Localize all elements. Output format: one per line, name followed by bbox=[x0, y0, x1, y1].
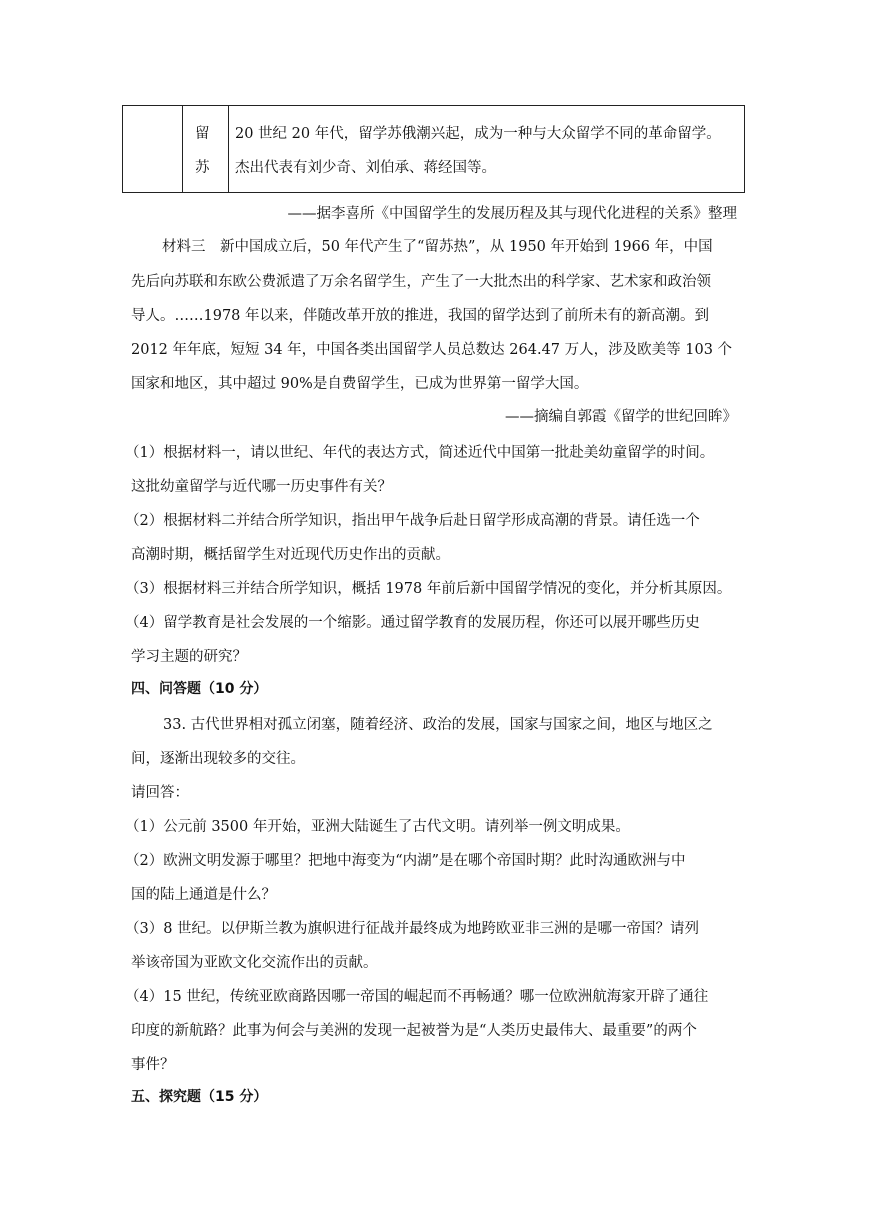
section-heading: 五、探究题（15 分） bbox=[131, 1089, 268, 1105]
question-line: 33. 古代世界相对孤立闭塞，随着经济、政治的发展，国家与国家之间，地区与地区之 bbox=[163, 717, 713, 733]
question-line: （4）留学教育是社会发展的一个缩影。通过留学教育的发展历程，你还可以展开哪些历史 bbox=[125, 615, 700, 631]
table-label-char: 留 bbox=[195, 126, 210, 142]
material-paragraph-line: 先后向苏联和东欧公费派遣了万余名留学生，产生了一大批杰出的科学家、艺术家和政治领 bbox=[131, 274, 711, 290]
material-paragraph-line: 国家和地区，其中超过 90%是自费留学生，已成为世界第一留学大国。 bbox=[131, 376, 589, 392]
question-line: （3）8 世纪。以伊斯兰教为旗帜进行征战并最终成为地跨欧亚非三洲的是哪一帝国？请列 bbox=[125, 921, 700, 937]
question-line: （1）公元前 3500 年开始，亚洲大陆诞生了古代文明。请列举一例文明成果。 bbox=[125, 819, 630, 835]
question-line: （3）根据材料三并结合所学知识，概括 1978 年前后新中国留学情况的变化，并分析其原因。 bbox=[125, 581, 732, 597]
material-paragraph-line: 材料三 新中国成立后，50 年代产生了“留苏热”，从 1950 年开始到 1966 年，中国 bbox=[162, 239, 713, 255]
material-paragraph-line: 2012 年年底，短短 34 年，中国各类出国留学人员总数达 264.47 万人，涉及欧美等 103 个 bbox=[131, 342, 733, 358]
question-line: （1）根据材料一，请以世纪、年代的表达方式，简述近代中国第一批赴美幼童留学的时间。 bbox=[125, 445, 715, 461]
table-text-line: 杰出代表有刘少奇、刘伯承、蒋经国等。 bbox=[235, 160, 496, 176]
source-citation: ——摘编自郭霞《留学的世纪回眸》 bbox=[505, 409, 737, 425]
question-line: 学习主题的研究？ bbox=[131, 649, 247, 665]
question-line: （2）欧洲文明发源于哪里？把地中海变为“内湖”是在哪个帝国时期？此时沟通欧洲与中 bbox=[125, 853, 686, 869]
question-line: （4）15 世纪，传统亚欧商路因哪一帝国的崛起而不再畅通？哪一位欧洲航海家开辟了通往 bbox=[125, 989, 709, 1005]
study-abroad-table bbox=[122, 105, 745, 193]
question-line: 事件？ bbox=[131, 1057, 175, 1073]
table-label-cell bbox=[183, 106, 229, 192]
table-text-cell bbox=[229, 106, 744, 192]
question-line: 请回答： bbox=[131, 785, 189, 801]
question-line: 举该帝国为亚欧文化交流作出的贡献。 bbox=[131, 955, 378, 971]
material-paragraph-line: 导人。……1978 年以来，伴随改革开放的推进，我国的留学达到了前所未有的新高潮。到 bbox=[131, 308, 710, 324]
question-line: 印度的新航路？此事为何会与美洲的发现一起被誉为是“人类历史最伟大、最重要”的两个 bbox=[131, 1023, 697, 1039]
table-empty-cell bbox=[123, 106, 183, 192]
table-text-line: 20 世纪 20 年代，留学苏俄潮兴起，成为一种与大众留学不同的革命留学。 bbox=[235, 126, 721, 142]
section-heading: 四、问答题（10 分） bbox=[131, 681, 268, 697]
question-line: 间，逐渐出现较多的交往。 bbox=[131, 751, 305, 767]
question-line: 高潮时期，概括留学生对近现代历史作出的贡献。 bbox=[131, 547, 450, 563]
question-line: （2）根据材料二并结合所学知识，指出甲午战争后赴日留学形成高潮的背景。请任选一个 bbox=[125, 513, 700, 529]
source-citation: ——据李喜所《中国留学生的发展历程及其与现代化进程的关系》整理 bbox=[287, 206, 737, 222]
table-label-char: 苏 bbox=[195, 160, 210, 176]
question-line: 国的陆上通道是什么？ bbox=[131, 887, 276, 903]
question-line: 这批幼童留学与近代哪一历史事件有关？ bbox=[131, 479, 392, 495]
